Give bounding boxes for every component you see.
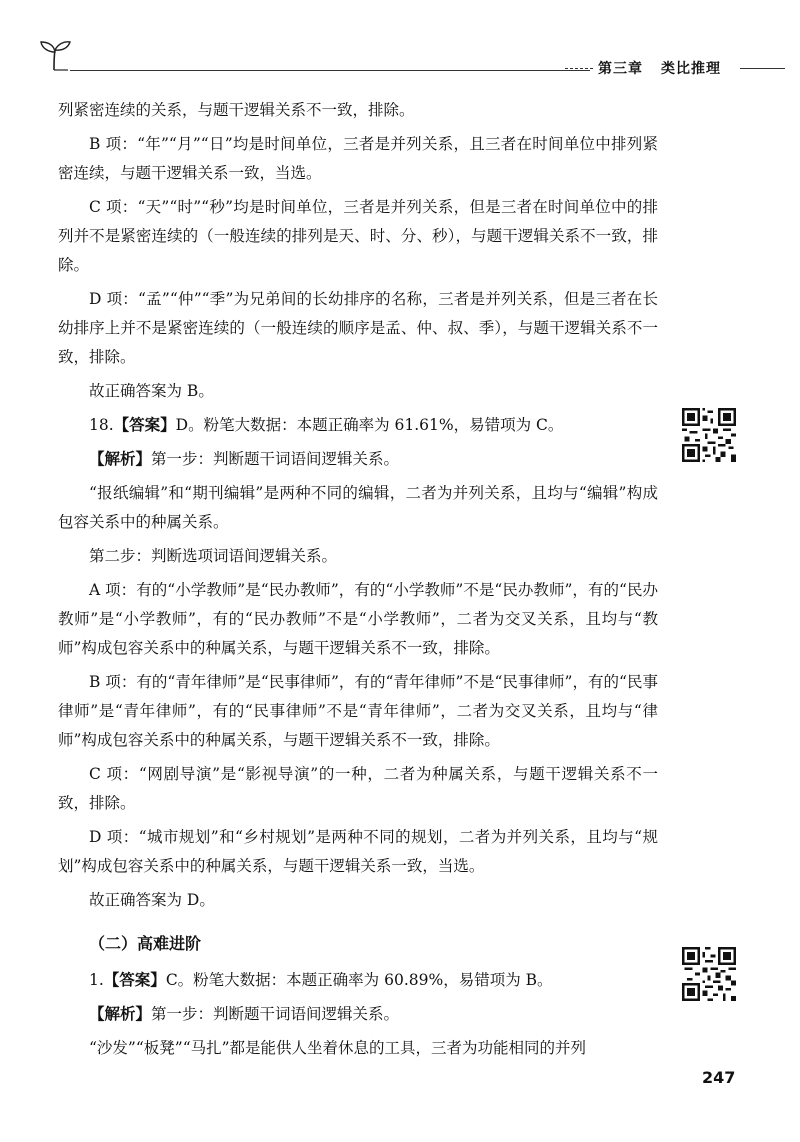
page-body — [58, 96, 658, 1068]
qr-code-icon[interactable] — [682, 947, 736, 1001]
chapter-title — [598, 58, 721, 78]
paragraph: “报纸编辑”和“期刊编辑”是两种不同的编辑，二者为并列关系，且均与“编辑”构成包容关系中的种属关系。 — [58, 484, 658, 531]
analysis-paragraph: 【解析】第一步：判断题干词语间逻辑关系。 — [89, 1005, 400, 1023]
chapter-label: 第三章 — [598, 61, 643, 77]
page-number: 247 — [702, 1068, 736, 1087]
answer-paragraph: 1.【答案】C。粉笔大数据：本题正确率为 60.89%，易错项为 B。 — [89, 971, 553, 989]
paragraph: C 项：“网剧导演”是“影视导演”的一种，二者为种属关系，与题干逻辑关系不一致，排除。 — [58, 765, 658, 812]
answer-label: 【答案】 — [103, 971, 166, 989]
analysis-label: 【解析】 — [89, 1005, 152, 1023]
analysis-paragraph: 【解析】第一步：判断题干词语间逻辑关系。 — [89, 450, 400, 468]
section-label: 类比推理 — [661, 61, 721, 77]
qr-code-icon[interactable] — [682, 408, 736, 462]
paragraph: B 项：“年”“月”“日”均是时间单位，三者是并列关系，且三者在时间单位中排列紧密连续，与题干逻辑关系一致，当选。 — [58, 135, 658, 182]
paragraph: D 项：“孟”“仲”“季”为兄弟间的长幼排序的名称，三者是并列关系，但是三者在长幼排序上并不是紧密连续的（一般连续的顺序是孟、仲、叔、季），与题干逻辑关系不一致，排除。 — [58, 290, 658, 366]
page-header — [0, 0, 800, 90]
header-rule-dashed — [565, 68, 593, 69]
paragraph: D 项：“城市规划”和“乡村规划”是两种不同的规划，二者为并列关系，且均与“规划”构成包容关系中的种属关系，与题干逻辑关系一致，当选。 — [58, 828, 658, 875]
paragraph: B 项：有的“青年律师”是“民事律师”，有的“青年律师”不是“民事律师”，有的“民事律师”是“青年律师”，有的“民事律师”不是“青年律师”，二者为交叉关系，且均与“律师”构成包容关系中的种属关系，与题干逻辑关系不一致，排除。 — [58, 673, 658, 749]
answer-label: 【答案】 — [113, 416, 176, 434]
paragraph: C 项：“天”“时”“秒”均是时间单位，三者是并列关系，但是三者在时间单位中的排列并不是紧密连续的（一般连续的排列是天、时、分、秒），与题干逻辑关系不一致，排除。 — [58, 198, 658, 274]
paragraph: A 项：有的“小学教师”是“民办教师”，有的“小学教师”不是“民办教师”，有的“民办教师”是“小学教师”，有的“民办教师”不是“小学教师”，二者为交叉关系，且均与“教师”构成包容关系中的种属关系，与题干逻辑关系不一致，排除。 — [58, 581, 658, 657]
answer-paragraph: 18.【答案】D。粉笔大数据：本题正确率为 61.61%，易错项为 C。 — [89, 416, 564, 434]
paragraph: “沙发”“板凳”“马扎”都是能供人坐着休息的工具，三者为功能相同的并列 — [89, 1039, 587, 1057]
header-rule-right — [740, 68, 785, 69]
sprout-icon — [38, 38, 72, 72]
paragraph: 故正确答案为 B。 — [89, 382, 214, 400]
section-heading: （二）高难进阶 — [89, 934, 202, 953]
paragraph: 第二步：判断选项词语间逻辑关系。 — [89, 547, 338, 565]
paragraph: 列紧密连续的关系，与题干逻辑关系不一致，排除。 — [58, 101, 415, 119]
header-rule-left — [70, 70, 590, 71]
analysis-label: 【解析】 — [89, 450, 152, 468]
paragraph: 故正确答案为 D。 — [89, 891, 215, 909]
